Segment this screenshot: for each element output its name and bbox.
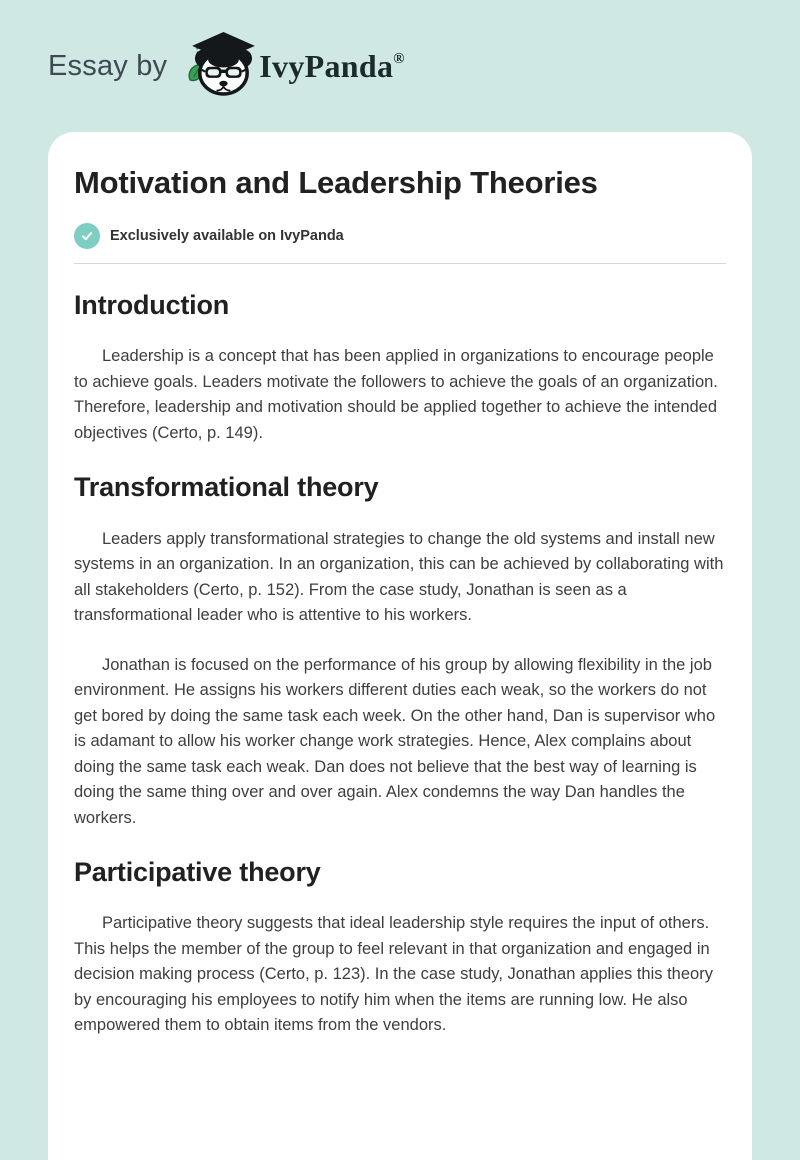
divider [74, 263, 726, 264]
availability-text: Exclusively available on IvyPanda [110, 227, 344, 244]
section-heading: Participative theory [74, 857, 321, 888]
ivypanda-logo[interactable] [181, 29, 405, 104]
brand-name: IvyPanda® [259, 47, 405, 84]
body-paragraph: Leaders apply transformational strategies to change the old systems and install new systems in an organization. In an organization, this can be achieved by collaborating with all stakeholders (Certo, p. 152). From the case study, Jonathan is seen as a transformational leader who is attentive to his workers. [74, 529, 724, 625]
essay-body [74, 289, 726, 1039]
body-paragraph: Participative theory suggests that ideal leadership style requires the input of others. This helps the member of the group to feel relevant in that organization and engaged in decision making process (Certo, p. 123). In the case study, Jonathan applies this theory by encouraging his employees to notify him when the items are running low. He also empowered them to obtain items from the vendors. [74, 914, 713, 1035]
availability-badge [74, 223, 726, 249]
check-icon [74, 223, 100, 249]
essay-title: Motivation and Leadership Theories [74, 165, 598, 200]
body-paragraph: Leadership is a concept that has been applied in organizations to encourage people to achieve goals. Leaders motivate the followers to achieve the goals of an organization. Therefore, leadership and motivation should be applied together to achieve the intended objectives (Certo, p. 149). [74, 347, 718, 442]
page-header [0, 0, 800, 132]
section-heading: Introduction [74, 289, 230, 320]
essay-by-label: Essay by [48, 49, 168, 82]
registered-mark: ® [393, 50, 405, 67]
section-heading: Transformational theory [74, 472, 379, 503]
essay-card [48, 132, 752, 1160]
body-paragraph: Jonathan is focused on the performance of his group by allowing flexibility in the job environment. He assigns his workers different duties each weak, so the workers do not get bored by doing the same task each week. On the other hand, Dan is supervisor who is adamant to allow his worker change work strategies. Hence, Alex complains about doing the same task each weak. Dan does not believe that the best way of learning is doing the same thing over and over again. Alex condemns the way Dan handles the workers. [74, 655, 716, 827]
panda-graduate-icon [181, 29, 259, 104]
